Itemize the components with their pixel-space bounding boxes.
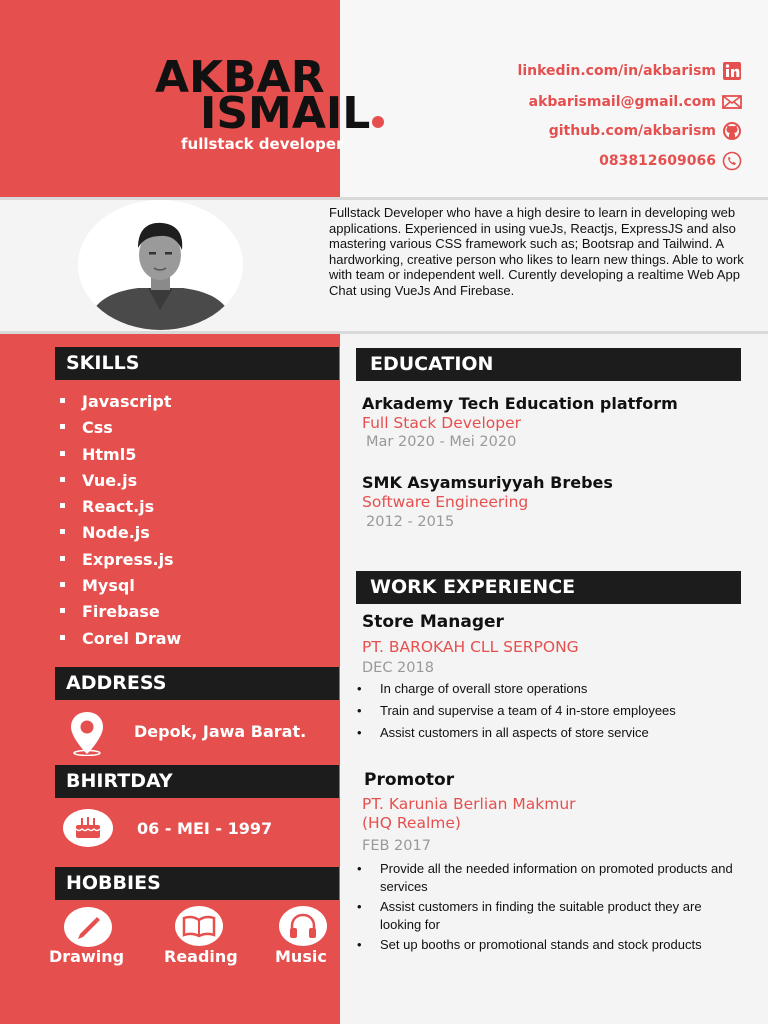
hobby-label-drawing: Drawing (49, 947, 125, 966)
hobbies-heading: HOBBIES (55, 867, 339, 900)
list-item: Express.js (60, 550, 181, 576)
education-program: Full Stack Developer (362, 414, 521, 432)
list-item: React.js (60, 497, 181, 523)
contact-email[interactable] (529, 92, 742, 112)
list-item: Firebase (60, 602, 181, 628)
linkedin-icon (722, 61, 742, 81)
job-date: FEB 2017 (362, 838, 431, 854)
education-school: SMK Asyamsuriyyah Brebes (362, 473, 613, 492)
profile-photo (78, 200, 243, 330)
work-heading: WORK EXPERIENCE (356, 571, 741, 604)
list-item: • Train and supervise a team of 4 in-store employees (356, 703, 760, 725)
list-item: Node.js (60, 523, 181, 549)
list-item: Javascript (60, 392, 181, 418)
job-date: DEC 2018 (362, 660, 434, 676)
last-name: ISMAIL (200, 88, 371, 139)
birthday-value: 06 - MEI - 1997 (137, 819, 273, 838)
location-pin-icon (66, 710, 108, 760)
education-program: Software Engineering (362, 493, 529, 511)
profile-summary: Fullstack Developer who have a high desire to learn in developing web applications. Experienced in using vueJs, Reactjs, ExpressJS and also mastering various CSS framework such as; Bootsrap and Tailwind. A hardworking, creative person who likes to learn new things. Able to work with team or independent well. Curently developing a realtime Web App Chat using VueJs And Firebase. (329, 205, 744, 298)
list-item: • Provide all the needed information on promoted products and services (356, 860, 738, 895)
last-name-wrap (200, 88, 384, 139)
skills-list (60, 392, 181, 655)
contact-linkedin[interactable] (518, 61, 742, 81)
skills-heading: SKILLS (55, 347, 339, 380)
contact-phone[interactable] (599, 151, 742, 171)
list-item: Css (60, 418, 181, 444)
job-title: Store Manager (362, 612, 504, 632)
birthday-heading: BHIRTDAY (55, 765, 339, 798)
contact-github-text[interactable]: github.com/akbarism (548, 123, 716, 139)
list-item: • Assist customers in finding the suitable product they are looking for (356, 898, 738, 933)
job-company-line2: (HQ Realme) (362, 814, 461, 832)
hobby-label-reading: Reading (164, 947, 238, 966)
list-item: • In charge of overall store operations (356, 681, 760, 703)
book-icon (175, 906, 223, 946)
education-school: Arkademy Tech Education platform (362, 394, 678, 413)
list-item: • Set up booths or promotional stands and stock products (356, 936, 738, 954)
contact-phone-text[interactable]: 083812609066 (599, 153, 716, 169)
list-item: Mysql (60, 576, 181, 602)
job-duties (356, 860, 738, 954)
contact-email-text[interactable]: akbarismail@gmail.com (528, 94, 716, 110)
education-heading: EDUCATION (356, 348, 741, 381)
headphones-icon (279, 906, 327, 946)
list-item: Html5 (60, 445, 181, 471)
phone-icon (722, 151, 742, 171)
address-value: Depok, Jawa Barat. (134, 722, 307, 741)
job-company: PT. Karunia Berlian Makmur (362, 795, 576, 813)
contact-github[interactable] (549, 121, 742, 141)
job-company: PT. BAROKAH CLL SERPONG (362, 638, 579, 656)
first-name: AKBAR (155, 52, 325, 103)
job-title: Promotor (364, 770, 455, 790)
list-item: • Assist customers in all aspects of store service (356, 725, 760, 747)
hobby-label-music: Music (275, 947, 327, 966)
contact-linkedin-text[interactable]: linkedin.com/in/akbarism (517, 63, 716, 79)
role-title: fullstack developer (181, 135, 344, 153)
education-period: Mar 2020 - Mei 2020 (366, 434, 517, 450)
cake-icon (62, 808, 114, 852)
list-item: Vue.js (60, 471, 181, 497)
address-heading: ADDRESS (55, 667, 339, 700)
education-period: 2012 - 2015 (366, 514, 455, 530)
github-icon (722, 121, 742, 141)
mail-icon (722, 92, 742, 112)
job-duties (356, 681, 760, 747)
list-item: Corel Draw (60, 629, 181, 655)
name-dot (372, 116, 384, 128)
pencil-icon (64, 907, 112, 947)
